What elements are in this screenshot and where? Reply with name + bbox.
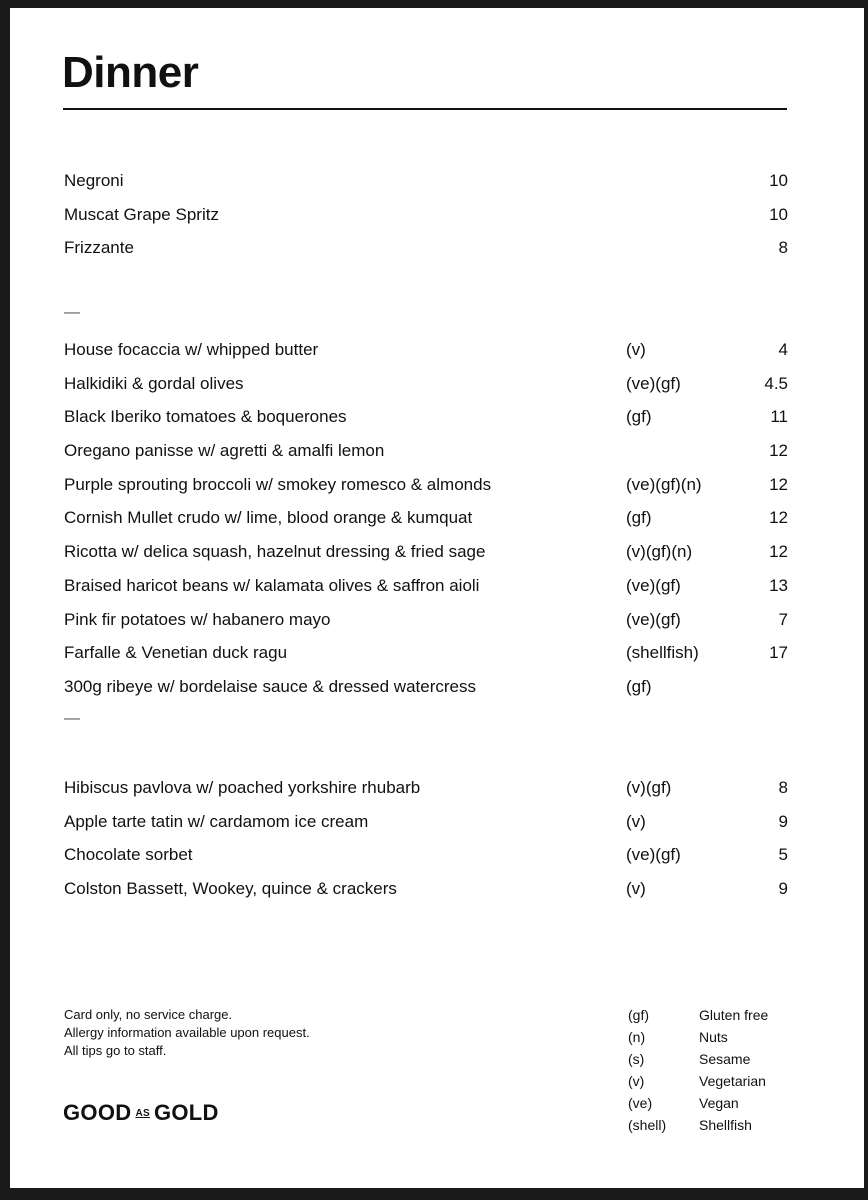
- legend-meaning: Nuts: [699, 1029, 728, 1045]
- logo-word-right: GOLD: [153, 1100, 219, 1125]
- item-price: 10: [769, 171, 788, 190]
- item-name: Apple tarte tatin w/ cardamom ice cream: [64, 811, 369, 831]
- menu-item: [64, 434, 788, 468]
- menu-item: [64, 164, 788, 198]
- brand-logo: [63, 1100, 219, 1126]
- menu-item: [64, 603, 788, 637]
- legend-code: (shell): [628, 1117, 667, 1133]
- legend-meaning: Gluten free: [699, 1007, 769, 1023]
- item-price: 7: [778, 609, 788, 629]
- item-dietary: (gf): [626, 508, 652, 528]
- menu-item: [64, 333, 788, 367]
- menu-item: [64, 535, 788, 569]
- page-title: Dinner: [62, 48, 199, 97]
- item-dietary: (shellfish): [626, 643, 699, 663]
- item-price: 12: [769, 474, 788, 494]
- menu-item: [64, 636, 788, 670]
- menu-item: [64, 198, 788, 232]
- legend-code: (s): [628, 1051, 645, 1067]
- item-name: Cornish Mullet crudo w/ lime, blood orange & kumquat: [64, 508, 473, 528]
- item-name: Pink fir potatoes w/ habanero mayo: [64, 609, 331, 629]
- menu-item: [64, 569, 788, 603]
- item-price: 9: [778, 879, 788, 899]
- item-price: 9: [778, 811, 788, 831]
- legend-meaning: Vegetarian: [699, 1073, 766, 1089]
- item-dietary: (v): [626, 340, 646, 359]
- menu-item: [64, 838, 788, 872]
- section-separator: —: [64, 710, 80, 727]
- item-name: Oregano panisse w/ agretti & amalfi lemon: [64, 441, 385, 461]
- menu-item: [64, 400, 788, 434]
- note-tips: All tips go to staff.: [64, 1043, 167, 1058]
- legend-code: (n): [628, 1029, 646, 1045]
- item-dietary: (v)(gf)(n): [626, 542, 693, 562]
- logo-word-left: GOOD: [63, 1100, 132, 1125]
- item-dietary: (v)(gf): [626, 778, 672, 797]
- legend-code: (gf): [628, 1007, 649, 1023]
- item-price: 4.5: [764, 373, 788, 393]
- menu-item: [64, 872, 788, 906]
- note-allergy: Allergy information available upon request.: [64, 1025, 310, 1040]
- menu-item: [64, 231, 788, 265]
- legend-meaning: Sesame: [699, 1051, 751, 1067]
- item-name: House focaccia w/ whipped butter: [64, 340, 319, 359]
- menu-item: [64, 670, 788, 704]
- item-price: 13: [769, 575, 788, 595]
- desserts-section: [64, 771, 788, 906]
- menu-item: [64, 367, 788, 401]
- item-price: 4: [778, 340, 788, 359]
- item-name: 300g ribeye w/ bordelaise sauce & dressed watercress: [64, 676, 476, 696]
- menu-item: [64, 501, 788, 535]
- item-price: 10: [769, 204, 788, 224]
- item-dietary: (gf): [626, 407, 652, 427]
- item-price: 8: [778, 238, 788, 258]
- item-price: 17: [769, 643, 788, 663]
- legend-meaning: Vegan: [699, 1095, 739, 1111]
- menu-item: [64, 805, 788, 839]
- item-price: 5: [778, 845, 788, 865]
- item-name: Braised haricot beans w/ kalamata olives & saffron aioli: [64, 575, 480, 595]
- item-name: Halkidiki & gordal olives: [64, 373, 244, 393]
- item-name: Purple sprouting broccoli w/ smokey romesco & almonds: [64, 474, 492, 494]
- item-price: 11: [770, 407, 788, 427]
- item-price: 12: [769, 508, 788, 528]
- item-dietary: (ve)(gf): [626, 845, 681, 865]
- item-name: Colston Bassett, Wookey, quince & crackers: [64, 879, 397, 899]
- item-dietary: (v): [626, 811, 646, 831]
- item-price: 12: [769, 441, 788, 461]
- menu-item: [64, 771, 788, 805]
- item-dietary: (ve)(gf): [626, 373, 681, 393]
- item-name: Muscat Grape Spritz: [64, 204, 219, 224]
- item-price: 8: [778, 778, 788, 797]
- item-name: Black Iberiko tomatoes & boquerones: [64, 407, 347, 427]
- footer-notes: [64, 1006, 310, 1060]
- item-price: 12: [769, 542, 788, 562]
- item-name: Chocolate sorbet: [64, 845, 193, 865]
- item-name: Negroni: [64, 171, 124, 190]
- item-dietary: (gf): [626, 676, 652, 696]
- menu-page: [10, 8, 864, 1188]
- title-divider: [63, 108, 787, 110]
- mains-section: [64, 333, 788, 704]
- legend-meaning: Shellfish: [699, 1117, 752, 1133]
- note-payment: Card only, no service charge.: [64, 1007, 233, 1022]
- drinks-section: [64, 164, 788, 265]
- item-name: Frizzante: [64, 238, 134, 258]
- legend-code: (ve): [628, 1095, 653, 1111]
- item-dietary: (ve)(gf)(n): [626, 474, 702, 494]
- item-name: Farfalle & Venetian duck ragu: [64, 643, 288, 663]
- item-dietary: (ve)(gf): [626, 575, 681, 595]
- section-separator: —: [64, 304, 80, 321]
- item-name: Ricotta w/ delica squash, hazelnut dressing & fried sage: [64, 542, 486, 562]
- item-name: Hibiscus pavlova w/ poached yorkshire rhubarb: [64, 778, 421, 797]
- item-dietary: (v): [626, 879, 646, 899]
- menu-item: [64, 468, 788, 502]
- logo-word-middle: AS: [135, 1108, 150, 1119]
- item-dietary: (ve)(gf): [626, 609, 681, 629]
- legend-code: (v): [628, 1073, 645, 1089]
